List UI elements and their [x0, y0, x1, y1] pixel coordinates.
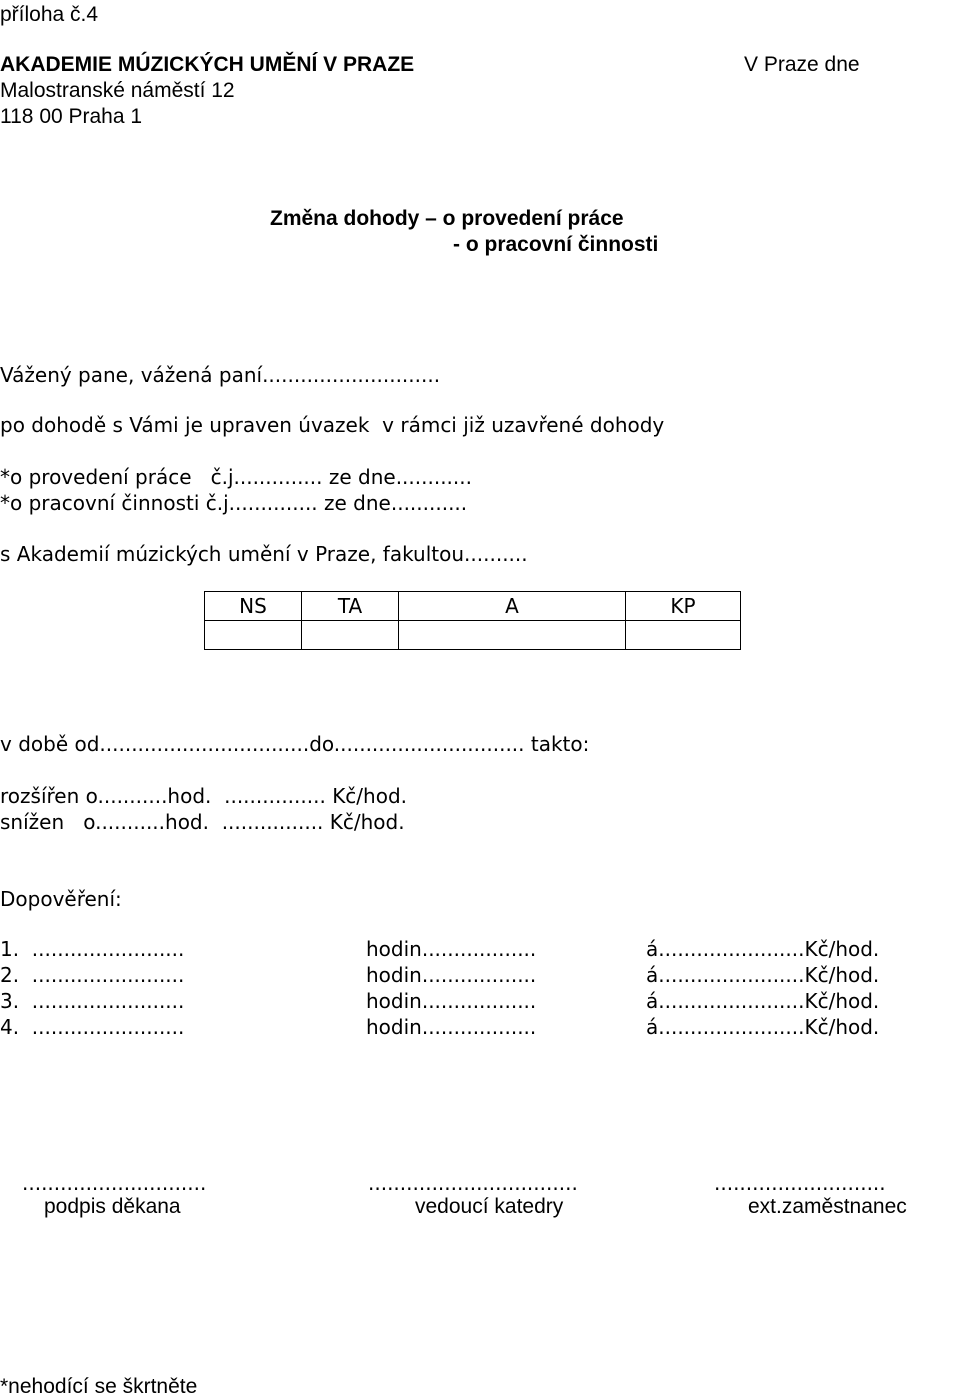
payment-row-hours: hodin..................	[366, 937, 537, 961]
institution-name: AKADEMIE MÚZICKÝCH UMĚNÍ V PRAZE	[0, 53, 415, 76]
annex-label: příloha č.4	[0, 3, 99, 26]
category-header-ns: NS	[205, 592, 302, 621]
signature-label-dean: podpis děkana	[44, 1195, 181, 1218]
category-value-kp[interactable]	[626, 621, 741, 650]
reduced-line: snížen o...........hod. ................ Kč/hod.	[0, 810, 405, 834]
document-title-line1: Změna dohody – o provedení práce	[270, 207, 624, 230]
place-date: V Praze dne	[744, 53, 860, 76]
option-work-agreement: *o provedení práce č.j.............. ze dne............	[0, 465, 472, 489]
institution-city: 118 00 Praha 1	[0, 105, 143, 128]
signature-line-head: .................................	[368, 1171, 578, 1195]
category-value-ta[interactable]	[302, 621, 399, 650]
period-line: v době od.................................do.............................. takto:	[0, 732, 590, 756]
payment-row-hours: hodin..................	[366, 963, 537, 987]
option-activity-agreement: *o pracovní činnosti č.j.............. ze dne............	[0, 491, 468, 515]
payment-row-hours: hodin..................	[366, 1015, 537, 1039]
signature-label-head: vedoucí katedry	[415, 1195, 564, 1218]
salutation: Vážený pane, vážená paní............................	[0, 363, 441, 387]
category-header-kp: KP	[626, 592, 741, 621]
document-title-line2: - o pracovní činnosti	[453, 233, 659, 256]
category-value-row	[205, 621, 741, 650]
institution-street: Malostranské náměstí 12	[0, 79, 235, 102]
payments-heading: Dopověření:	[0, 887, 122, 911]
payment-row-number: 3. ........................	[0, 989, 185, 1013]
payment-row-rate: á.......................Kč/hod.	[646, 989, 880, 1013]
category-value-ns[interactable]	[205, 621, 302, 650]
extended-line: rozšířen o...........hod. ................ Kč/hod.	[0, 784, 408, 808]
signature-line-employee: ...........................	[714, 1171, 886, 1195]
faculty-line: s Akademií múzických umění v Praze, fakultou..........	[0, 542, 528, 566]
payment-row-number: 4. ........................	[0, 1015, 185, 1039]
payment-row-rate: á.......................Kč/hod.	[646, 963, 880, 987]
payment-row-hours: hodin..................	[366, 989, 537, 1013]
payment-row-number: 2. ........................	[0, 963, 185, 987]
category-header-ta: TA	[302, 592, 399, 621]
intro-text: po dohodě s Vámi je upraven úvazek v rámci již uzavřené dohody	[0, 413, 665, 437]
signature-line-dean: .............................	[22, 1171, 207, 1195]
category-table	[204, 591, 741, 650]
category-value-a[interactable]	[399, 621, 626, 650]
signature-label-employee: ext.zaměstnanec	[748, 1195, 907, 1218]
category-header-row	[205, 592, 741, 621]
payment-row-number: 1. ........................	[0, 937, 185, 961]
category-header-a: A	[399, 592, 626, 621]
payment-row-rate: á.......................Kč/hod.	[646, 1015, 880, 1039]
footnote: *nehodící se škrtněte	[0, 1375, 198, 1398]
payment-row-rate: á.......................Kč/hod.	[646, 937, 880, 961]
